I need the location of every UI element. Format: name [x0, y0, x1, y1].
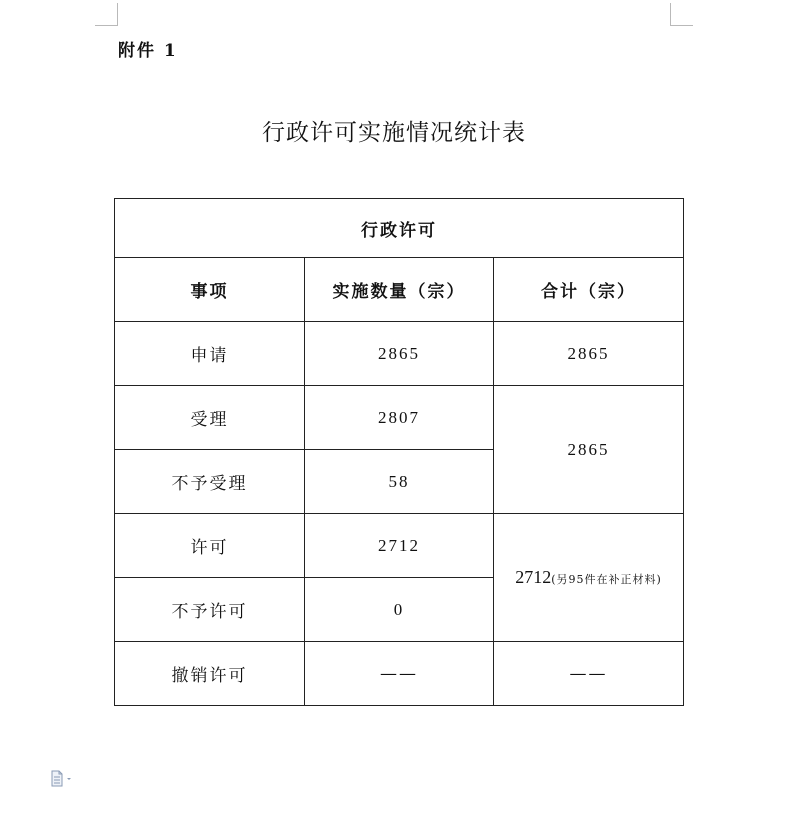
header-total: 合计（宗） [494, 258, 684, 322]
row-count-permit: 2712 [305, 514, 494, 578]
paste-options-button[interactable] [49, 770, 79, 788]
row-count-reject-accept: 58 [305, 450, 494, 514]
row-item-permit: 许可 [115, 514, 305, 578]
table-row [115, 514, 684, 578]
header-count: 实施数量（宗） [305, 258, 494, 322]
table-row [115, 322, 684, 386]
row-count-apply: 2865 [305, 322, 494, 386]
row-total-permit-cell [494, 514, 684, 642]
table-row [115, 642, 684, 706]
page-title: 行政许可实施情况统计表 [262, 120, 526, 146]
row-item-deny-permit: 不予许可 [115, 578, 305, 642]
table-row [115, 386, 684, 450]
table-caption-row [115, 199, 684, 258]
row-total-permit-note: (另95件在补正材料) [551, 573, 662, 586]
header-item: 事项 [115, 258, 305, 322]
row-count-deny-permit: 0 [305, 578, 494, 642]
row-total-revoke: —— [494, 642, 684, 706]
row-total-accept: 2865 [494, 386, 684, 514]
row-item-reject-accept: 不予受理 [115, 450, 305, 514]
page-corner-mark-left [95, 3, 118, 26]
row-total-permit: 2712 [515, 567, 552, 587]
table-caption: 行政许可 [115, 199, 684, 258]
row-count-accept: 2807 [305, 386, 494, 450]
chevron-down-icon [67, 778, 71, 780]
row-total-apply: 2865 [494, 322, 684, 386]
row-item-revoke: 撤销许可 [115, 642, 305, 706]
row-count-revoke: —— [305, 642, 494, 706]
page-corner-mark-right [670, 3, 693, 26]
row-item-accept: 受理 [115, 386, 305, 450]
document-icon [49, 770, 79, 788]
attachment-label: 附件 1 [118, 41, 178, 61]
table-header-row [115, 258, 684, 322]
row-item-apply: 申请 [115, 322, 305, 386]
statistics-table [114, 198, 684, 706]
